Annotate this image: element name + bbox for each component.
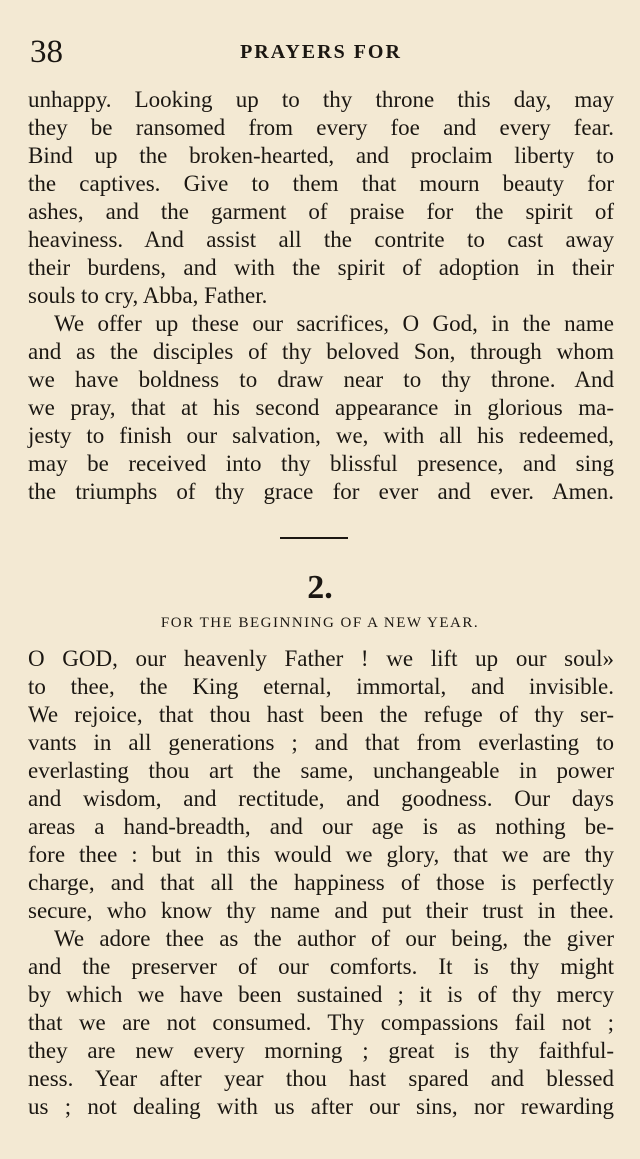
text-line: ness. Year after year thou hast spared and blessed [28, 1066, 614, 1091]
page-number: 38 [30, 34, 63, 70]
text-line: and wisdom, and rectitude, and goodness. Our days [28, 786, 614, 811]
text-line: to thee, the King eternal, immortal, and invisible. [28, 674, 614, 699]
text-line: We offer up these our sacrifices, O God, in the name [54, 311, 614, 336]
text-line: by which we have been sustained ; it is of thy mercy [28, 982, 614, 1007]
text-line: secure, who know thy name and put their trust in thee. [28, 898, 614, 923]
section-divider [280, 537, 348, 539]
section-title: FOR THE BEGINNING OF A NEW YEAR. [160, 615, 480, 631]
text-block-1 [28, 86, 614, 506]
text-line: everlasting thou art the same, unchangeable in power [28, 758, 614, 783]
text-line: areas a hand-breadth, and our age is as nothing be- [28, 814, 614, 839]
text-line: souls to cry, Abba, Father. [28, 283, 268, 308]
text-line: that we are not consumed. Thy compassions fail not ; [28, 1010, 614, 1035]
text-line: we pray, that at his second appearance in glorious ma- [28, 395, 614, 420]
text-line: ashes, and the garment of praise for the spirit of [28, 199, 614, 224]
text-line: heaviness. And assist all the contrite to cast away [28, 227, 614, 252]
text-line: may be received into thy blissful presence, and sing [28, 451, 614, 476]
text-line: the captives. Give to them that mourn beauty for [28, 171, 614, 196]
text-line: and the preserver of our comforts. It is thy might [28, 954, 614, 979]
running-head: PRAYERS FOR [240, 41, 402, 63]
text-line: their burdens, and with the spirit of adoption in their [28, 255, 614, 280]
text-line: We rejoice, that thou hast been the refuge of thy ser- [28, 702, 614, 727]
page-header [30, 32, 612, 72]
section-number: 2. [307, 569, 333, 606]
text-line: they are new every morning ; great is thy faithful- [28, 1038, 614, 1063]
text-line: they be ransomed from every foe and every fear. [28, 115, 614, 140]
text-line: we have boldness to draw near to thy throne. And [28, 367, 614, 392]
text-line: fore thee : but in this would we glory, that we are thy [28, 842, 614, 867]
text-line: jesty to finish our salvation, we, with all his redeemed, [28, 423, 614, 448]
text-line: vants in all generations ; and that from everlasting to [28, 730, 614, 755]
text-block-2 [28, 645, 614, 1121]
text-line: O GOD, our heavenly Father ! we lift up our soul» [28, 646, 614, 671]
text-line: us ; not dealing with us after our sins, nor rewarding [28, 1094, 614, 1119]
text-line: Bind up the broken-hearted, and proclaim liberty to [28, 143, 614, 168]
text-line: charge, and that all the happiness of those is perfectly [28, 870, 614, 895]
text-line: unhappy. Looking up to thy throne this day, may [28, 87, 614, 112]
text-line: We adore thee as the author of our being, the giver [54, 926, 614, 951]
text-line: the triumphs of thy grace for ever and ever. Amen. [28, 479, 614, 504]
text-line: and as the disciples of thy beloved Son, through whom [28, 339, 614, 364]
